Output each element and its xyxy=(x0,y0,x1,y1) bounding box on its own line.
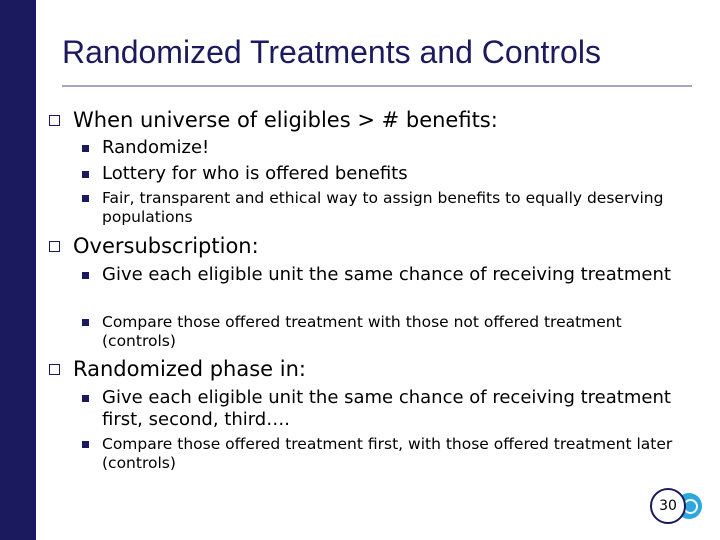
filled-square-bullet-icon xyxy=(82,195,89,202)
bullet-1-sub-2-text: Lottery for who is offered benefits xyxy=(102,163,408,184)
left-accent-bar xyxy=(0,0,36,540)
filled-square-bullet-icon xyxy=(82,441,89,448)
filled-square-bullet-icon xyxy=(82,145,89,152)
filled-square-bullet-icon xyxy=(82,395,89,402)
bullet-3-text: Randomized phase in: xyxy=(73,357,306,381)
square-bullet-icon xyxy=(49,364,60,375)
bullet-3-sub-1-text: Give each eligible unit the same chance of receiving treatment first, second, third…. xyxy=(102,387,671,430)
filled-square-bullet-icon xyxy=(82,171,89,178)
title-divider xyxy=(62,85,692,87)
bullet-1-sub-3-text: Fair, transparent and ethical way to assign benefits to equally deserving populations xyxy=(102,189,664,226)
bullet-1-sub-1-text: Randomize! xyxy=(102,137,210,158)
square-bullet-icon xyxy=(49,115,60,126)
bullet-3-sub-2-text: Compare those offered treatment first, with those offered treatment later (controls) xyxy=(102,435,673,472)
bullet-2-sub-1-text: Give each eligible unit the same chance of receiving treatment xyxy=(102,264,671,285)
filled-square-bullet-icon xyxy=(82,319,89,326)
bullet-1-text: When universe of eligibles > # benefits: xyxy=(73,108,498,132)
slide-title: Randomized Treatments and Controls xyxy=(62,34,601,70)
filled-square-bullet-icon xyxy=(82,272,89,279)
square-bullet-icon xyxy=(49,241,60,252)
bullet-2-sub-2-text: Compare those offered treatment with those not offered treatment (controls) xyxy=(102,313,622,350)
page-number: 30 xyxy=(659,498,677,514)
bullet-2-text: Oversubscription: xyxy=(73,234,259,258)
page-number-badge xyxy=(650,488,686,524)
